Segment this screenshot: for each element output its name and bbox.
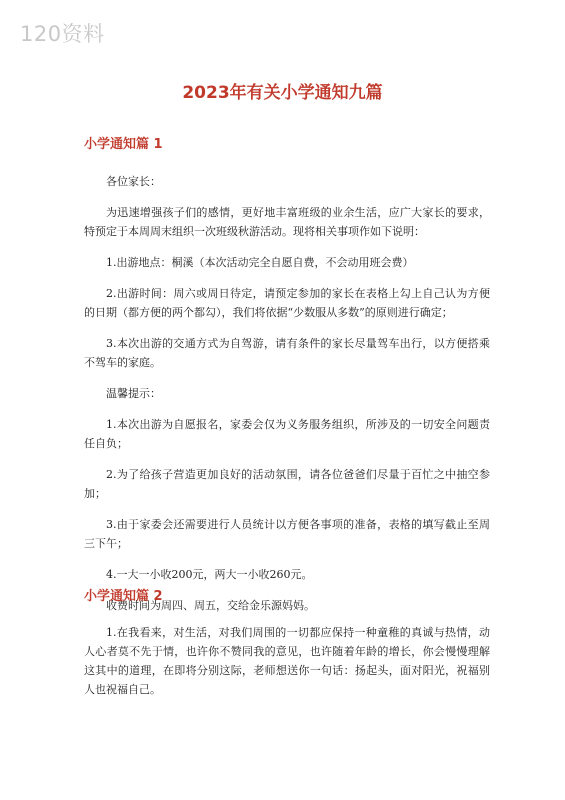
body-paragraph: 1.在我看来，对生活，对我们周围的一切都应保持一种童稚的真诚与热情，动人心者莫不先于情，也许你不赞同我的意见，也许随着年龄的增长，你会慢慢理解这其中的道理，在即将分别这际，老师想送你一句话：扬起头，面对阳光，祝福别人也祝福自己。 [84, 626, 490, 696]
tip-1-paragraph: 1.本次出游为自愿报名，家委会仅为义务服务组织，所涉及的一切安全问题责任自负； [84, 418, 490, 450]
section-heading: 小学通知篇 1 [84, 137, 163, 152]
notice-section-2 [84, 588, 490, 711]
item-transport-paragraph: 3.本次出游的交通方式为自驾游，请有条件的家长尽量驾车出行，以方便搭乘不驾车的家庭。 [84, 337, 490, 369]
tips-heading-paragraph: 温馨提示： [106, 387, 161, 400]
intro-paragraph: 为迅速增强孩子们的感情，更好地丰富班级的业余生活，应广大家长的要求，特预定于本周周末组织一次班级秋游活动。现将相关事项作如下说明： [84, 206, 490, 238]
item-location-paragraph: 1.出游地点：桐溪（本次活动完全自愿自费，不会动用班会费） [106, 256, 414, 269]
section-heading: 小学通知篇 2 [84, 589, 163, 604]
document-title: 2023年有关小学通知九篇 [182, 83, 383, 103]
watermark-logo: 120资料 [20, 22, 105, 46]
tip-2-paragraph: 2.为了给孩子营造更加良好的活动氛围，请各位爸爸们尽量于百忙之中抽空参加； [84, 468, 490, 500]
notice-section-1 [84, 136, 490, 627]
item-time-paragraph: 2.出游时间：周六或周日待定，请预定参加的家长在表格上勾上自己认为方便的日期（都方便的两个都勾），我们将依据“少数服从多数”的原则进行确定； [84, 287, 490, 319]
tip-3-paragraph: 3.由于家委会还需要进行人员统计以方便各事项的准备，表格的填写截止至周三下午； [84, 518, 490, 550]
greeting-paragraph: 各位家长： [106, 175, 161, 188]
tip-4-paragraph: 4.一大一小收200元，两大一小收260元。 [106, 568, 313, 581]
fee-time-paragraph: 收费时间为周四、周五，交给金乐源妈妈。 [106, 599, 315, 612]
